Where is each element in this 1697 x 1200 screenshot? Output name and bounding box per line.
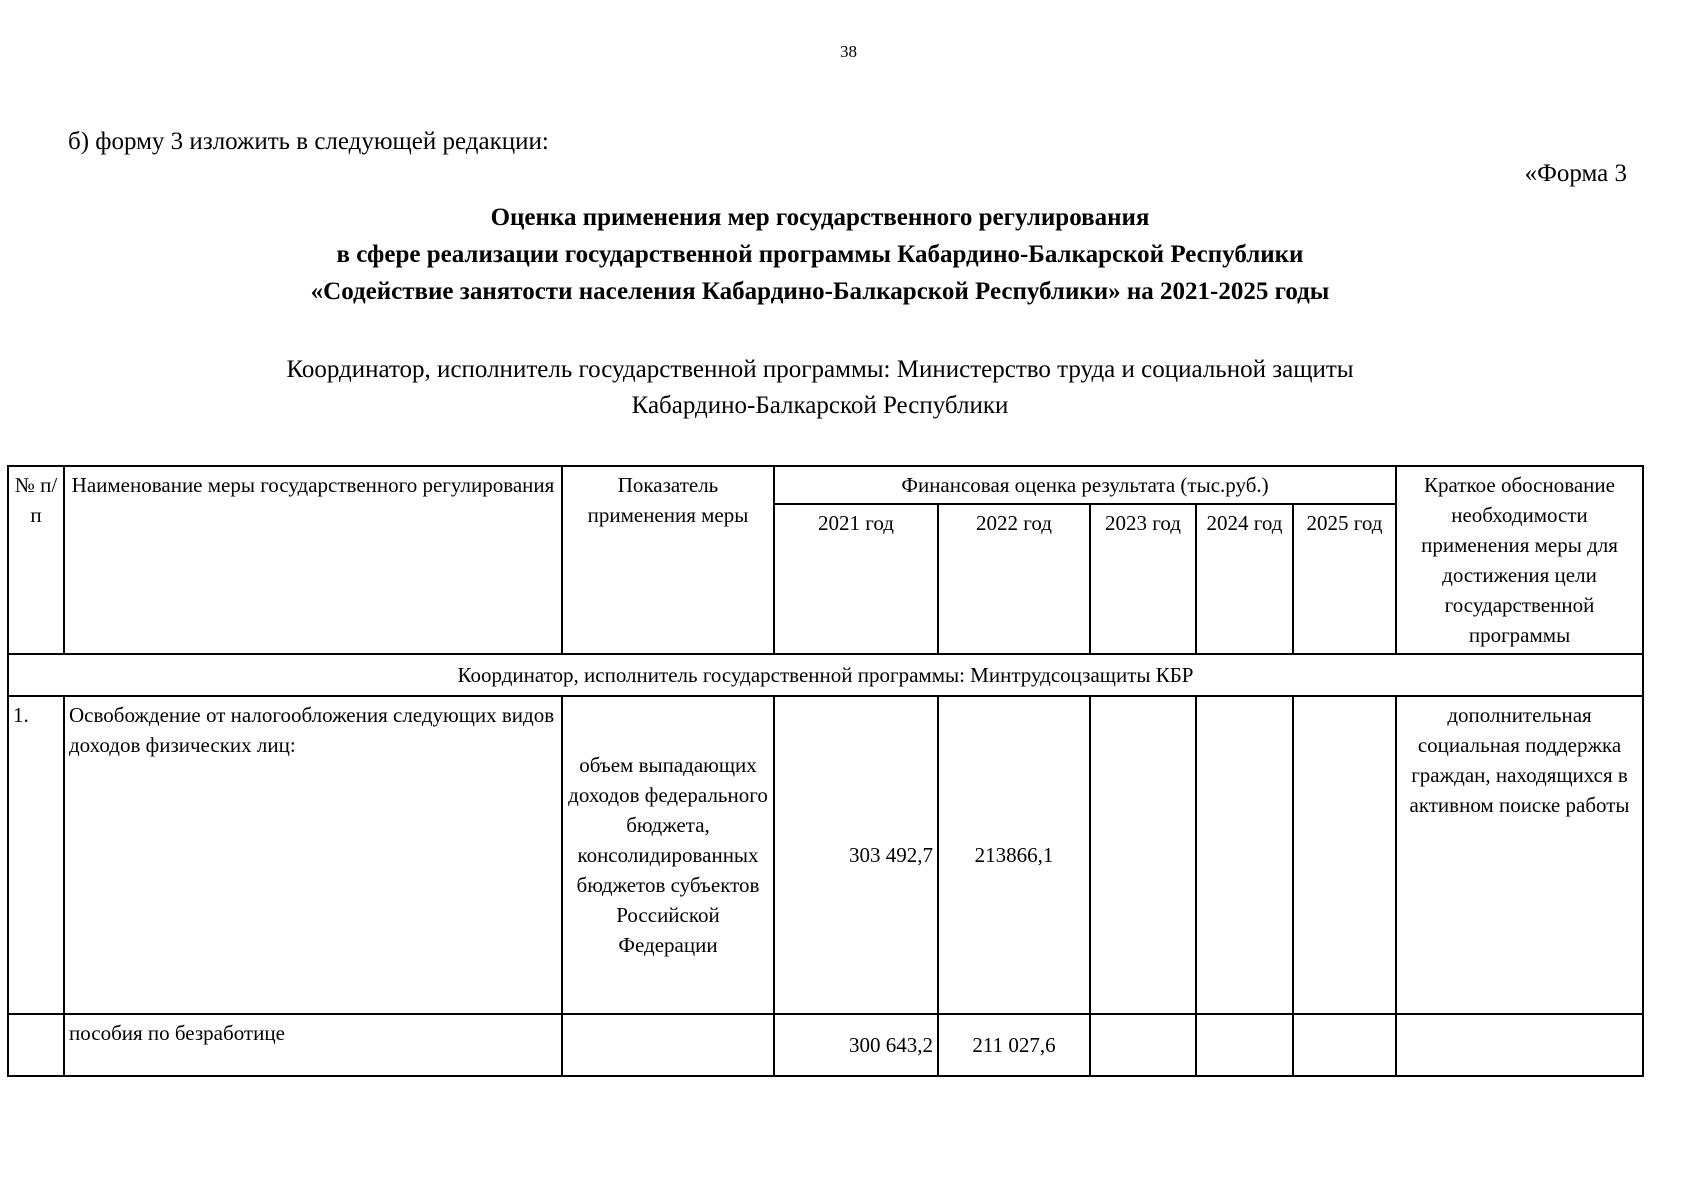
coordinator-line-1: Координатор, исполнитель государственной программы: Министерство труда и социальной защиты [286, 356, 1354, 383]
header-year-2025: 2025 год [1293, 504, 1396, 654]
title-line-2: в сфере реализации государственной программы Кабардино-Балкарской Республики [336, 241, 1304, 268]
table-row [8, 696, 1643, 1014]
header-justification: Краткое обоснование необходимости применения меры для достижения цели государственной программы [1396, 466, 1643, 654]
row-value-2023 [1090, 696, 1196, 1014]
row-indicator [562, 1014, 774, 1076]
table-row [8, 1014, 1643, 1076]
header-num: № п/п [8, 466, 64, 654]
row-value-2025 [1293, 696, 1396, 1014]
row-value-2022: 211 027,6 [938, 1014, 1090, 1076]
row-value-2024 [1196, 696, 1293, 1014]
row-value-2023 [1090, 1014, 1196, 1076]
title-line-1: Оценка применения мер государственного регулирования [490, 204, 1150, 231]
document-title [0, 199, 1640, 310]
header-indicator: Показатель применения меры [562, 466, 774, 654]
row-justification: дополнительная социальная поддержка граждан, находящихся в активном поиске работы [1396, 696, 1643, 1014]
row-value-2024 [1196, 1014, 1293, 1076]
row-measure-name: пособия по безработице [64, 1014, 562, 1076]
row-num [8, 1014, 64, 1076]
section-row [8, 654, 1643, 696]
header-row-1 [8, 466, 1643, 504]
row-value-2025 [1293, 1014, 1396, 1076]
title-line-3: «Содействие занятости населения Кабардино-Балкарской Республики» на 2021-2025 годы [310, 278, 1330, 305]
header-measure-name: Наименование меры государственного регулирования [64, 466, 562, 654]
header-year-2023: 2023 год [1090, 504, 1196, 654]
row-indicator: объем выпадающих доходов федерального бюджета, консолидированных бюджетов субъектов Российской Федерации [562, 696, 774, 1014]
row-value-2022: 213866,1 [938, 696, 1090, 1014]
form-label: «Форма 3 [1524, 160, 1627, 187]
header-year-2022: 2022 год [938, 504, 1090, 654]
row-measure-name: Освобождение от налогообложения следующих видов доходов физических лиц: [64, 696, 562, 1014]
regulation-measures-table [7, 465, 1644, 1077]
row-value-2021: 303 492,7 [774, 696, 938, 1014]
header-financial-assessment: Финансовая оценка результата (тыс.руб.) [774, 466, 1396, 504]
section-coordinator: Координатор, исполнитель государственной программы: Минтрудсоцзащиты КБР [8, 654, 1643, 696]
header-year-2021: 2021 год [774, 504, 938, 654]
row-num: 1. [8, 696, 64, 1014]
row-value-2021: 300 643,2 [774, 1014, 938, 1076]
header-year-2024: 2024 год [1196, 504, 1293, 654]
intro-text: б) форму 3 изложить в следующей редакции: [68, 128, 549, 155]
row-justification [1396, 1014, 1643, 1076]
page-number: 38 [840, 42, 857, 61]
coordinator-line-2: Кабардино-Балкарской Республики [631, 392, 1009, 419]
coordinator-block [70, 352, 1570, 424]
